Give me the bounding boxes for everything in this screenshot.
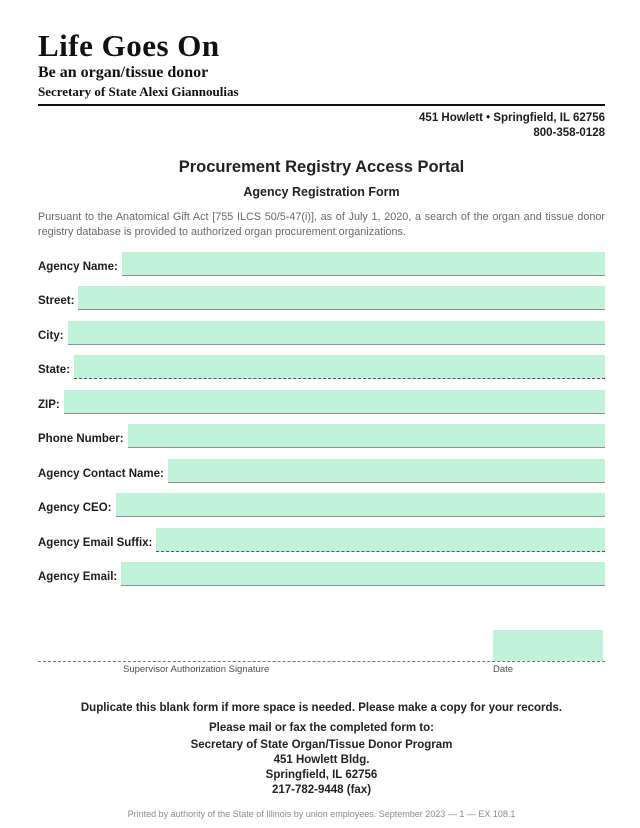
phone-number-input[interactable]	[128, 424, 605, 448]
signature-labels	[38, 664, 605, 677]
zip-label: ZIP:	[38, 398, 60, 411]
city-label: City:	[38, 329, 64, 342]
form-row-street	[38, 286, 605, 310]
form-row-agency-email-suffix	[38, 528, 605, 552]
header-divider	[38, 104, 605, 106]
signature-line[interactable]	[38, 631, 605, 662]
phone-number-label: Phone Number:	[38, 433, 124, 446]
agency-ceo-input[interactable]	[116, 493, 606, 517]
office-address	[38, 111, 605, 141]
state-label: State:	[38, 364, 70, 377]
agency-contact-name-label: Agency Contact Name:	[38, 467, 164, 480]
agency-email-suffix-input[interactable]	[156, 528, 605, 552]
office-address-line2: 800-358-0128	[533, 126, 605, 139]
street-input[interactable]	[78, 286, 605, 310]
supervisor-signature-label: Supervisor Authorization Signature	[123, 664, 270, 676]
agency-ceo-label: Agency CEO:	[38, 502, 112, 515]
agency-email-suffix-label: Agency Email Suffix:	[38, 536, 153, 549]
header	[38, 0, 605, 141]
registration-form	[38, 252, 605, 587]
printed-by-notice: Printed by authority of the State of Illinois by union employees. September 2023 — 1 — EX 108.1	[127, 809, 516, 820]
brand-tagline: Be an organ/tissue donor	[38, 64, 209, 81]
street-label: Street:	[38, 295, 75, 308]
mailing-address-line3: Springfield, IL 62756	[265, 769, 378, 782]
mailing-address-line4: 217-782-9448 (fax)	[271, 784, 372, 797]
brand-title: Life Goes On	[38, 28, 220, 63]
agency-name-label: Agency Name:	[38, 260, 118, 273]
agency-contact-name-input[interactable]	[168, 459, 605, 483]
agency-email-label: Agency Email:	[38, 571, 118, 584]
form-row-agency-contact-name	[38, 459, 605, 483]
office-address-line1: 451 Howlett • Springfield, IL 62756	[419, 111, 605, 124]
footer	[38, 702, 605, 819]
form-row-zip	[38, 390, 605, 414]
form-row-agency-ceo	[38, 493, 605, 517]
mailing-address-line1: Secretary of State Organ/Tissue Donor Program	[190, 739, 453, 752]
form-row-state	[38, 355, 605, 379]
form-row-agency-email	[38, 562, 605, 586]
brand-secretary: Secretary of State Alexi Giannoulias	[38, 83, 239, 99]
state-input[interactable]	[74, 355, 605, 379]
form-row-agency-name	[38, 252, 605, 276]
form-row-phone-number	[38, 424, 605, 448]
page-subtitle: Agency Registration Form	[243, 184, 400, 199]
mailing-address-line2: 451 Howlett Bldg.	[273, 754, 370, 767]
date-input[interactable]	[493, 630, 603, 661]
agency-name-input[interactable]	[122, 252, 605, 276]
agency-email-input[interactable]	[121, 562, 605, 586]
mailing-address	[38, 738, 605, 798]
page-title: Procurement Registry Access Portal	[178, 157, 465, 176]
mail-instruction: Please mail or fax the completed form to:	[209, 722, 434, 735]
signature-area	[38, 631, 605, 677]
duplicate-notice: Duplicate this blank form if more space is needed. Please make a copy for your records.	[80, 702, 563, 715]
form-row-city	[38, 321, 605, 345]
zip-input[interactable]	[64, 390, 605, 414]
date-label: Date	[493, 664, 514, 676]
intro-paragraph: Pursuant to the Anatomical Gift Act [755 ILCS 50/5-47(i)], as of July 1, 2020, a search of the organ and tissue donor registry database is provided to authorized organ procurement organizations.	[38, 210, 605, 238]
city-input[interactable]	[68, 321, 605, 345]
